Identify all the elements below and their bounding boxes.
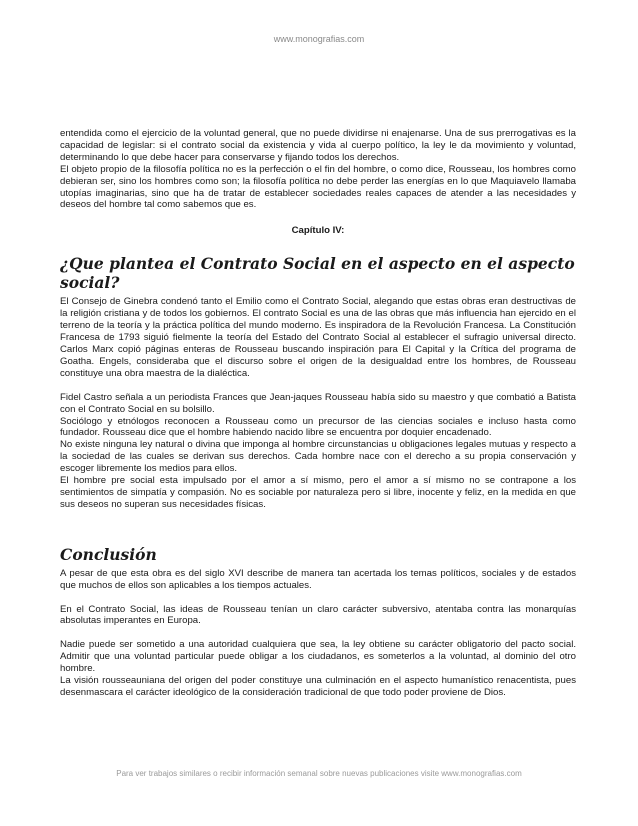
page-footer: Para ver trabajos similares o recibir información semanal sobre nuevas publicaciones visite www.monografias.com	[116, 769, 522, 778]
paragraph-line: El objeto propio de la filosofía política no es la perfección o el fin del hombre, o como dice, Rousseau, los hombres como debieran ser, sino los hombres como son; la filosofía política no debe perder las energías en lo que Maquiavelo llamaba utopías imaginarias, sino que ha de tratar de establecer sociedades reales capaces de atender a las necesidades y deseos del hombre tal como sabemos que es.	[60, 163, 576, 211]
intro-paragraph	[60, 128, 576, 211]
chapter-label: Capítulo IV:	[291, 225, 345, 237]
paragraph-line: La visión rousseauniana del origen del poder constituye una culminación en el aspecto humanístico renacentista, pues desenmascara el carácter ideológico de la consideración tradicional de que todo poder proviene de Dios.	[60, 675, 576, 698]
paragraph-line: Sociólogo y etnólogos reconocen a Rousseau como un precursor de las ciencias sociales e incluso hasta como fundador. Rousseau dice que el hombre habiendo nacido libre se encuentra por doquier encadenado.	[60, 415, 576, 439]
paragraph-line: Fidel Castro señala a un periodista Frances que Jean-jaques Rousseau había sido su maestro y que combatió a Batista con el Contrato Social en su bolsillo.	[60, 391, 576, 415]
document-body	[60, 128, 576, 711]
conclusion-paragraph	[60, 639, 576, 699]
page-header-site: www.monografias.com	[273, 34, 365, 44]
conclusion-heading: Conclusión	[60, 544, 157, 564]
conclusion-paragraph: A pesar de que esta obra es del siglo XVI describe de manera tan acertada los temas políticos, sociales y de estados que muchos de ellos son aplicables a los tiempos actuales.	[60, 567, 576, 591]
section-paragraph	[60, 392, 576, 511]
section-paragraph: El Consejo de Ginebra condenó tanto el Emilio como el Contrato Social, alegando que estas obras eran destructivas de la religión cristiana y de todos los gobiernos. El contrato Social es una de las obras que más influencia han ejercido en el terreno de la teoría y la práctica política del mundo moderno. Es inspiradora de la Revolución Francesa. La Constitución Francesa de 1793 siguió fielmente la teoría del Estado del Contrato Social al establecer el sufragio universal directo. Carlos Marx copió páginas enteras de Rousseau buscando inspiración para El Capital y la Crítica del programa de Goatha. Engels, consideraba que el discurso sobre el origen de la desigualdad entre los hombres, de Rousseau constituye una obra maestra de la dialéctica.	[60, 296, 576, 379]
paragraph-line: entendida como el ejercicio de la voluntad general, que no puede dividirse ni enajenarse. Una de sus prerrogativas es la capacidad de legislar: si el contrato social da existencia y vida al cuerpo político, la ley le da movimiento y voluntad, determinando lo que debe hacer para conservarse y fijando todos los derechos.	[60, 128, 576, 163]
paragraph-line: No existe ninguna ley natural o divina que imponga al hombre circunstancias u obligaciones legales mutuas y respecto a la sociedad de las cuales se derivan sus derechos. Cada hombre nace con el derecho a su propia conservación y escoger libremente los medios para ellos.	[60, 439, 576, 475]
section-heading: ¿Que plantea el Contrato Social en el aspecto en el aspecto social?	[60, 254, 575, 293]
paragraph-line: Nadie puede ser sometido a una autoridad cualquiera que sea, la ley obtiene su carácter obligatorio del pacto social. Admitir que una voluntad particular puede obligar a los ciudadanos, es someterlos a la voluntad, al dominio del otro hombre.	[60, 639, 576, 675]
conclusion-paragraph: En el Contrato Social, las ideas de Rousseau tenían un claro carácter subversivo, atentaba contra las monarquías absolutas imperantes en Europa.	[60, 603, 576, 627]
paragraph-line: El hombre pre social esta impulsado por el amor a sí mismo, pero el amor a sí mismo no se contrapone a los sentimientos de simpatía y compasión. No es sociable por naturaleza pero si libre, inocente y feliz, en la medida en que sus deseos no superan sus necesidades físicas.	[60, 475, 576, 510]
